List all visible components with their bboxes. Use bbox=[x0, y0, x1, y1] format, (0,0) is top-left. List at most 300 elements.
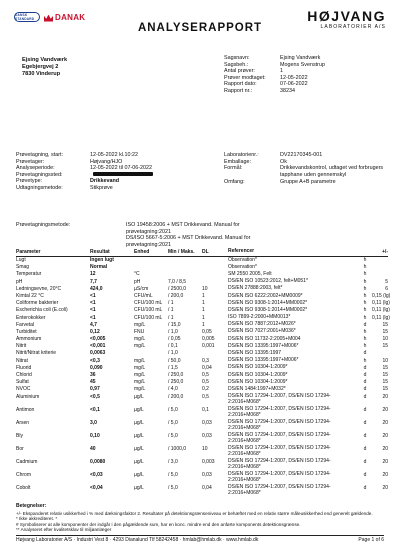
cell-m bbox=[168, 271, 202, 278]
table-row bbox=[16, 271, 388, 278]
cell-r: 12 bbox=[90, 271, 96, 278]
table-row bbox=[16, 433, 388, 446]
table-row bbox=[16, 358, 388, 365]
cell-d: 0,2 bbox=[202, 386, 209, 393]
header-cell bbox=[358, 248, 372, 256]
brand-name: HØJVANG bbox=[307, 8, 386, 24]
cell-r: <0,3 bbox=[90, 357, 100, 364]
case-info-row bbox=[224, 88, 389, 95]
cell-r: 0,10 bbox=[90, 432, 100, 439]
cell-u: CFU/mL bbox=[134, 292, 153, 299]
cell-x: h bbox=[363, 300, 367, 307]
sample-label: Prøvetype: bbox=[16, 178, 43, 185]
cell-t: 15 bbox=[382, 372, 388, 378]
cell-t bbox=[372, 271, 388, 278]
case-value: 38234 bbox=[280, 87, 295, 94]
cell-p: Chrom bbox=[16, 471, 32, 478]
cell-ref: DS/EN 1484:1997+M032* bbox=[228, 385, 286, 392]
cell-x: h bbox=[363, 314, 367, 321]
redacted-bar bbox=[93, 172, 153, 176]
cell-m bbox=[168, 257, 202, 264]
cell-d: 0,05 bbox=[202, 328, 212, 335]
cell-r: <0,04 bbox=[90, 484, 103, 491]
cell-ref: DS/EN ISO 10523:2012, felt+M051* bbox=[228, 278, 308, 285]
danak-logo bbox=[44, 13, 85, 22]
cell-ref: DS/EN ISO 10304-1:2009* bbox=[228, 371, 288, 378]
lab-label: Formål: bbox=[224, 165, 243, 172]
cell-d bbox=[202, 350, 228, 357]
cell-u: mg/L bbox=[134, 336, 146, 343]
sample-value: 12-05-2022 kl.10:22 bbox=[90, 152, 138, 158]
cell-t: 5 bbox=[385, 278, 388, 285]
cell-ref: DS/EN ISO 7027:2001+M036* bbox=[228, 328, 296, 335]
table-row bbox=[16, 322, 388, 329]
cell-t: 0,15 (lg) bbox=[372, 292, 391, 299]
cell-u: FNU bbox=[134, 328, 145, 335]
cell-ref: DS/EN ISO 13395:1997+M006* bbox=[228, 357, 299, 364]
cell-t: 15 bbox=[382, 364, 388, 371]
cell-u: µg/L bbox=[134, 432, 144, 439]
cell-u: pH bbox=[134, 278, 141, 285]
cell-u: µg/L bbox=[134, 484, 144, 491]
cell-x: h bbox=[363, 285, 367, 292]
page-number: Page 1 of 6 bbox=[358, 537, 384, 543]
cell-ref: DS/EN ISO 10304-1:2009* bbox=[228, 364, 288, 371]
table-row bbox=[16, 329, 388, 336]
cell-x: h bbox=[363, 336, 367, 343]
note-line: * Ikke akkrediteret. * bbox=[16, 516, 58, 522]
sample-info-left bbox=[16, 152, 221, 192]
cell-m: / 250,0 bbox=[168, 379, 184, 386]
lab-label: Omfang: bbox=[224, 179, 245, 186]
cell-m: / 0,1 bbox=[168, 343, 178, 350]
cell-x: h bbox=[363, 264, 367, 271]
cell-t: 0,11 (lg) bbox=[372, 314, 390, 321]
customer-city: 7830 Vinderup bbox=[22, 70, 61, 77]
cell-p: Enterokokker bbox=[16, 314, 46, 321]
case-value: 1 bbox=[280, 68, 283, 75]
cell-u: mg/L bbox=[134, 386, 146, 393]
cell-u bbox=[134, 257, 168, 264]
case-info bbox=[224, 55, 389, 95]
cell-p: Bor bbox=[16, 445, 24, 452]
cell-r: 0,090 bbox=[90, 364, 103, 371]
cell-m: / 5,0 bbox=[168, 406, 178, 413]
table-row bbox=[16, 472, 388, 485]
sample-value: 12-05-2022 til 07-06-2022 bbox=[90, 165, 153, 172]
cell-ref: DS/EN ISO 17294-1:2007, DS/EN ISO 17294-2:2016+M068* bbox=[228, 445, 331, 457]
cell-ref: DS/EN ISO 11732-2:2005+M004 bbox=[228, 335, 301, 342]
table-row bbox=[16, 307, 388, 314]
cell-r: <0,5 bbox=[90, 393, 100, 400]
cell-x: d bbox=[363, 471, 367, 478]
cell-d: 0,03 bbox=[202, 432, 212, 439]
cell-ref: DS/EN ISO 13395:1997+M006* bbox=[228, 342, 299, 349]
cell-t: 20 bbox=[382, 432, 388, 439]
cell-x: d bbox=[363, 379, 367, 386]
cell-m: / 1000,0 bbox=[168, 445, 187, 452]
table-row bbox=[16, 379, 388, 386]
header-cell: Enhed bbox=[134, 249, 150, 255]
cell-r: 4,7 bbox=[90, 321, 97, 328]
cell-m: / 0,05 bbox=[168, 336, 181, 343]
cell-p: Arsen bbox=[16, 419, 30, 426]
header-cell: Parameter bbox=[16, 249, 41, 255]
cell-m: / 5,0 bbox=[168, 432, 178, 439]
cell-m: / 200,0 bbox=[168, 292, 184, 299]
table-row bbox=[16, 300, 388, 307]
table-row bbox=[16, 336, 388, 343]
cell-t: 20 bbox=[382, 445, 388, 452]
sample-row bbox=[16, 165, 221, 172]
cell-p: Nitrit bbox=[16, 343, 27, 350]
cell-d: 0,005 bbox=[202, 336, 215, 343]
cell-r: 7,7 bbox=[90, 278, 97, 285]
sample-value: Højvang/HJO bbox=[90, 158, 123, 165]
dansk-standard-text: DANSK STANDARD bbox=[15, 13, 35, 21]
page-title: ANALYSERAPPORT bbox=[137, 22, 263, 34]
case-value: Ejsing Vandværk bbox=[280, 55, 321, 61]
table-row bbox=[16, 372, 388, 379]
header-cell: Min / Maks. bbox=[168, 249, 195, 255]
cell-d: 1 bbox=[202, 292, 205, 299]
cell-x: d bbox=[363, 406, 367, 413]
sample-row bbox=[16, 159, 221, 166]
cell-p: Lugt bbox=[16, 257, 26, 263]
cell-x: h bbox=[363, 257, 367, 263]
cell-p: Fluorid bbox=[16, 364, 32, 371]
cell-r: 424,0 bbox=[90, 285, 103, 292]
cell-x: h bbox=[363, 292, 367, 299]
cell-t: 10 bbox=[382, 336, 388, 343]
method-label: Prøvetagningsmetode: bbox=[16, 222, 71, 228]
cell-t: 20 bbox=[382, 419, 388, 426]
cell-d: 0,001 bbox=[202, 343, 215, 350]
cell-r: <1 bbox=[90, 307, 96, 314]
cell-r: 0,97 bbox=[90, 386, 100, 393]
cell-t: 15 bbox=[382, 328, 388, 335]
cell-t: 20 bbox=[382, 471, 388, 478]
cell-m: / 5,0 bbox=[168, 471, 178, 478]
cell-p: Turbiditet bbox=[16, 328, 37, 335]
cell-p: Cobolt bbox=[16, 484, 31, 491]
cell-x: d bbox=[363, 321, 367, 328]
cell-u: µg/L bbox=[134, 393, 144, 400]
cell-u: µg/L bbox=[134, 419, 144, 426]
dansk-standard-logo bbox=[14, 12, 40, 22]
cell-d: 10 bbox=[202, 285, 208, 292]
cell-r: 36 bbox=[90, 372, 96, 378]
cell-m: / 1,0 bbox=[168, 350, 178, 357]
cell-x: d bbox=[363, 432, 367, 439]
cell-ref: DS/EN ISO 17294-1:2007, DS/EN ISO 17294-2:2016+M068* bbox=[228, 393, 331, 405]
cell-x: h bbox=[363, 343, 367, 350]
cell-p: Chlorid bbox=[16, 372, 32, 378]
cell-u bbox=[134, 264, 168, 271]
sample-row bbox=[16, 172, 221, 179]
cell-u: CFU/100 mL bbox=[134, 314, 163, 321]
cell-p: Aluminium bbox=[16, 393, 40, 400]
cell-d bbox=[202, 279, 228, 286]
cell-ref: Observation* bbox=[228, 256, 257, 263]
accreditation-logos bbox=[14, 12, 85, 22]
cell-d: 0,04 bbox=[202, 484, 212, 491]
cell-u: µg/L bbox=[134, 445, 144, 452]
cell-r: <0,005 bbox=[90, 336, 106, 343]
cell-x: d bbox=[363, 393, 367, 400]
cell-d: 0,003 bbox=[202, 458, 215, 465]
cell-ref: DS/EN ISO 10304-1:2009* bbox=[228, 378, 288, 385]
lab-row bbox=[224, 179, 389, 186]
method-values bbox=[126, 222, 281, 248]
footer bbox=[16, 537, 384, 543]
cell-d: 0,5 bbox=[202, 379, 209, 386]
cell-t: 10 bbox=[382, 357, 388, 364]
cell-m: / 1,5 bbox=[168, 364, 178, 371]
customer-street: Egebjergvej 2 bbox=[22, 63, 59, 70]
case-label: Rapport nr.: bbox=[224, 87, 253, 94]
cell-x: d bbox=[363, 484, 367, 491]
cell-d: 0,1 bbox=[202, 406, 209, 413]
lab-row bbox=[224, 165, 389, 178]
cell-d: 1 bbox=[202, 314, 205, 321]
lab-row bbox=[224, 159, 389, 166]
header-cell: Referencer bbox=[228, 247, 255, 254]
danak-crown-icon bbox=[44, 13, 53, 22]
table-row bbox=[16, 343, 388, 350]
cell-m: / 1 bbox=[168, 300, 174, 307]
cell-u: mg/L bbox=[134, 379, 146, 386]
cell-x: d bbox=[363, 372, 367, 378]
cell-x: h bbox=[363, 271, 367, 278]
notes bbox=[16, 504, 384, 533]
cell-p: Bly bbox=[16, 432, 23, 439]
cell-d: 1 bbox=[202, 300, 205, 307]
cell-ref: DS/EN ISO 17294-1:2007, DS/EN ISO 17294-2:2016+M068* bbox=[228, 406, 331, 418]
cell-u: mg/L bbox=[134, 364, 146, 371]
case-info-row bbox=[224, 81, 389, 88]
lab-value: Gruppe A+B parametre bbox=[280, 179, 336, 186]
table-row bbox=[16, 264, 388, 271]
cell-t bbox=[372, 350, 388, 357]
cell-r: 40 bbox=[90, 445, 96, 452]
cell-r: Ingen lugt bbox=[90, 257, 114, 263]
sample-value: Stikprøve bbox=[90, 184, 113, 191]
case-info-row bbox=[224, 68, 389, 75]
table-body bbox=[16, 256, 391, 498]
cell-p: Kimtal 22 °C bbox=[16, 292, 44, 299]
cell-x: d bbox=[363, 364, 367, 371]
cell-ref: DS/EN ISO 17294-1:2007, DS/EN ISO 17294-2:2016+M068* bbox=[228, 484, 331, 496]
cell-x: d bbox=[363, 419, 367, 426]
table-row bbox=[16, 350, 388, 357]
cell-t: 15 bbox=[382, 386, 388, 393]
danak-text: DANAK bbox=[55, 12, 86, 22]
cell-m: / 5,0 bbox=[168, 484, 178, 491]
cell-ref: DS/EN ISO 6222:2002+MM0009* bbox=[228, 292, 303, 299]
footer-address: Højvang Laboratorier A/S · Industri Vest 8 · 4293 Dianalund Tlf 58242458 · hmlab@hmlab.dk · www.hmlab.dk bbox=[16, 537, 259, 543]
table-row bbox=[16, 365, 388, 372]
cell-d: 0,3 bbox=[202, 357, 209, 364]
sample-label: Prøvetagning, start: bbox=[16, 152, 64, 158]
cell-u bbox=[134, 350, 168, 357]
cell-p: Smag bbox=[16, 264, 30, 271]
cell-m: / 250,0 bbox=[168, 372, 184, 378]
sample-label: Analyseperiode: bbox=[16, 165, 55, 172]
customer-name: Ejsing Vandværk bbox=[22, 57, 68, 63]
cell-ref: DS/EN ISO 17294-1:2007, DS/EN ISO 17294-2:2016+M068* bbox=[228, 458, 331, 470]
table-row bbox=[16, 292, 391, 300]
cell-t: 20 bbox=[382, 393, 388, 400]
cell-r: <1 bbox=[90, 300, 96, 307]
cell-m: / 1,0 bbox=[168, 328, 178, 335]
header-cell: Resultat bbox=[90, 249, 110, 255]
sample-row bbox=[16, 152, 221, 159]
sample-row bbox=[16, 185, 221, 192]
table-row bbox=[16, 286, 388, 293]
cell-ref: ISO 7899-2:2000+MM0013* bbox=[228, 314, 291, 321]
table-row bbox=[16, 485, 388, 498]
cell-x: h bbox=[363, 307, 367, 314]
cell-r: <0,1 bbox=[90, 406, 100, 413]
method-line: ISO 19458:2006 + MST Drikkevand. Manual for prøvetagning:2021 bbox=[126, 222, 240, 235]
cell-d: 0,03 bbox=[202, 471, 212, 478]
table-row bbox=[16, 446, 388, 459]
hojvang-logo bbox=[307, 9, 386, 30]
customer-address bbox=[22, 57, 67, 77]
cell-m: / 3,0 bbox=[168, 458, 178, 465]
case-label: Sagsbeh.: bbox=[224, 61, 249, 68]
cell-m: / 1 bbox=[168, 307, 174, 314]
case-label: Rapport dato: bbox=[224, 81, 257, 88]
lab-value: DV22170345-001 bbox=[280, 152, 323, 158]
cell-ref: DS/EN ISO 13395:1997 bbox=[228, 350, 282, 357]
cell-u: µg/L bbox=[134, 458, 144, 465]
cell-ref: DS/EN ISO 17294-1:2007, DS/EN ISO 17294-2:2016+M068* bbox=[228, 432, 331, 444]
cell-d: 0,03 bbox=[202, 419, 212, 426]
cell-m: / 200,0 bbox=[168, 393, 184, 400]
cell-u: µg/L bbox=[134, 471, 144, 478]
cell-ref: DS/EN ISO 7887:2012+M026* bbox=[228, 321, 296, 328]
cell-u: CFU/100 mL bbox=[134, 300, 163, 307]
cell-r: 0,0080 bbox=[90, 458, 106, 465]
sample-row bbox=[16, 178, 221, 185]
cell-r: Normal bbox=[90, 264, 108, 271]
cell-p: Ammonium bbox=[16, 336, 42, 343]
cell-d: 0,04 bbox=[202, 364, 212, 371]
cell-m: / 1 bbox=[168, 314, 174, 321]
cell-p: pH bbox=[16, 278, 23, 285]
cell-t: 20 bbox=[382, 406, 388, 413]
cell-t: 15 bbox=[382, 343, 388, 350]
cell-p: Coliforme bakterier bbox=[16, 300, 59, 307]
table-row bbox=[16, 257, 388, 264]
cell-p: Nitrat bbox=[16, 357, 28, 364]
cell-r: 45 bbox=[90, 379, 96, 386]
brand-subtitle: LABORATORIER A/S bbox=[320, 24, 386, 30]
method-line: DS/ISO 5667-5:2006 + MST Drikkevand. Manual for prøvetagning:2021 bbox=[126, 235, 251, 248]
cell-p: Cadmium bbox=[16, 458, 38, 465]
cell-u: µg/L bbox=[134, 406, 144, 413]
cell-ref: DS/EN ISO 17294-1:2007, DS/EN ISO 17294-2:2016+M068* bbox=[228, 471, 331, 483]
cell-r: <1 bbox=[90, 314, 96, 321]
table-row bbox=[16, 386, 388, 393]
sample-value: Drikkevand bbox=[90, 178, 120, 185]
cell-ref: SM 2550 2005, Felt bbox=[228, 270, 272, 277]
cell-t: 0,11 (lg) bbox=[372, 307, 390, 314]
cell-t bbox=[372, 264, 388, 271]
cell-t: 20 bbox=[382, 484, 388, 491]
cell-t bbox=[372, 257, 388, 264]
cell-m: / 5,0 bbox=[168, 419, 178, 426]
cell-t: 6 bbox=[385, 285, 388, 292]
cell-u: CFU/100 mL bbox=[134, 307, 163, 314]
table-row bbox=[16, 407, 388, 420]
case-value: 07-06-2022 bbox=[280, 81, 308, 88]
table-row bbox=[16, 420, 388, 433]
cell-d bbox=[202, 264, 228, 271]
cell-r: 0,12 bbox=[90, 328, 100, 335]
cell-t: 0,11 (lg) bbox=[372, 300, 390, 307]
sample-value bbox=[90, 172, 221, 179]
cell-r: 3,0 bbox=[90, 419, 97, 426]
case-value: Mogens Svenstrup bbox=[280, 61, 325, 68]
cell-d: 10 bbox=[202, 445, 208, 452]
cell-x: h bbox=[363, 357, 367, 364]
cell-p: Escherichia coli (E.coli) bbox=[16, 307, 68, 314]
cell-r: <0,03 bbox=[90, 471, 103, 478]
cell-m: / 2500,0 bbox=[168, 285, 187, 292]
cell-x: d bbox=[363, 458, 367, 465]
cell-u: mg/L bbox=[134, 343, 146, 350]
cell-ref: DS/EN ISO 9308-1:2014+MM0002* bbox=[228, 306, 308, 313]
cell-d: 1 bbox=[202, 307, 205, 314]
footer-rule bbox=[16, 535, 384, 536]
cell-p: NVOC bbox=[16, 386, 31, 393]
cell-r: <1 bbox=[90, 292, 96, 299]
cell-p: Nitrit/Nitrat kriterie bbox=[16, 350, 57, 357]
cell-p: Antimon bbox=[16, 406, 35, 413]
cell-u: µS/cm bbox=[134, 285, 149, 292]
note-line: ** Analyseret efter kvalitetsklav til miljøanlæger bbox=[16, 527, 112, 533]
table-row bbox=[16, 394, 388, 407]
sample-label: Udtagningsmetode: bbox=[16, 184, 63, 191]
cell-u: mg/L bbox=[134, 357, 146, 364]
cell-u: mg/L bbox=[134, 321, 146, 328]
cell-x: d bbox=[363, 386, 367, 393]
cell-x: h bbox=[363, 278, 367, 285]
cell-p: Farvetal bbox=[16, 321, 35, 328]
cell-r: <0,001 bbox=[90, 343, 106, 350]
lab-value: Drikkevandskontrol, udtaget ved forbrugers tapphane uden gennemskyl bbox=[280, 165, 384, 178]
case-info-row bbox=[224, 75, 389, 82]
case-label: Sagsnavn: bbox=[224, 55, 250, 61]
case-value: 12-05-2022 bbox=[280, 74, 308, 81]
case-label: Antal prøver: bbox=[224, 68, 255, 75]
case-info-row bbox=[224, 62, 389, 69]
cell-m: 7,0 / 8,5 bbox=[168, 278, 187, 285]
cell-d: 0,5 bbox=[202, 372, 209, 378]
lab-label: Laboratorienr.: bbox=[224, 152, 259, 158]
cell-x: d bbox=[363, 445, 367, 452]
table-row bbox=[16, 315, 388, 322]
cell-p: Sulfat bbox=[16, 379, 29, 386]
cell-d: 1 bbox=[202, 321, 205, 328]
note-line: # Symboliserer at alle komponenter der indgår i den pågældende sum, har en konc. mindre end den anførte komponents detektionsgrænse. bbox=[16, 521, 301, 527]
cell-p: Temperatur bbox=[16, 271, 42, 278]
lab-value: Ok bbox=[280, 158, 287, 165]
table-row bbox=[16, 459, 388, 472]
